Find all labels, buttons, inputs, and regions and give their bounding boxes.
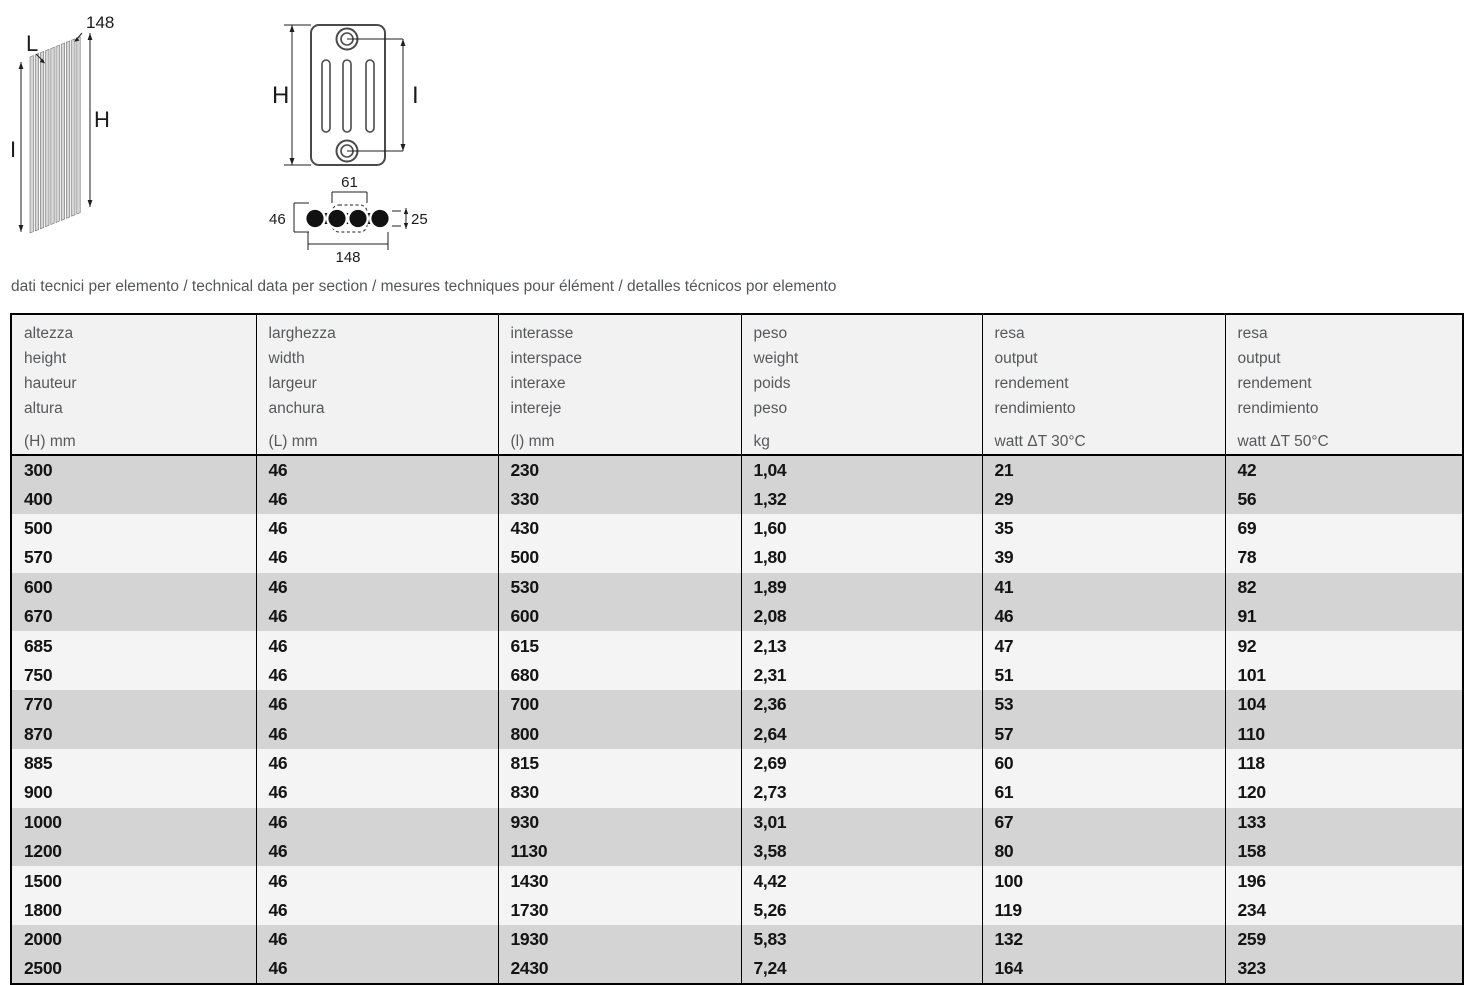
table-cell: 80 <box>982 837 1225 866</box>
table-caption: dati tecnici per elemento / technical data per section / mesures techniques pour élément / detalles técnicos por elemento <box>11 278 837 295</box>
table-cell: 300 <box>11 455 256 484</box>
table-cell: 120 <box>1225 778 1463 807</box>
table-cell: 56 <box>1225 484 1463 513</box>
table-cell: 700 <box>498 690 741 719</box>
column-header-5: resa output rendement rendimiento watt ΔT 30°C <box>982 314 1225 455</box>
table-cell: 41 <box>982 573 1225 602</box>
table-cell: 46 <box>256 543 498 572</box>
water-channel <box>328 210 345 227</box>
table-cell: 2,36 <box>741 690 982 719</box>
table-row-3 <box>11 514 1463 543</box>
table-cell: 104 <box>1225 690 1463 719</box>
table-cell: 1,60 <box>741 514 982 543</box>
table-body <box>11 455 1463 984</box>
table-cell: 3,01 <box>741 808 982 837</box>
table-cell: 42 <box>1225 455 1463 484</box>
column-header-4: peso weight poids peso kg <box>741 314 982 455</box>
table-cell: 53 <box>982 690 1225 719</box>
table-cell: 770 <box>11 690 256 719</box>
table-cell: 2000 <box>11 925 256 954</box>
table-cell: 46 <box>256 866 498 895</box>
radiator-fins <box>30 37 80 233</box>
table-cell: 430 <box>498 514 741 543</box>
dim-label-148: 148 <box>335 249 361 265</box>
dim-label-46: 46 <box>269 211 286 228</box>
table-cell: 21 <box>982 455 1225 484</box>
radiator-perspective-drawing <box>8 5 143 270</box>
table-cell: 101 <box>1225 661 1463 690</box>
table-cell: 46 <box>256 749 498 778</box>
table-cell: 51 <box>982 661 1225 690</box>
table-row-18 <box>11 955 1463 984</box>
arrowhead-icon <box>88 33 93 40</box>
table-cell: 1,80 <box>741 543 982 572</box>
table-row-10 <box>11 720 1463 749</box>
table-cell: 29 <box>982 484 1225 513</box>
table-cell: 3,58 <box>741 837 982 866</box>
arrowhead-icon <box>404 208 408 214</box>
table-cell: 600 <box>498 602 741 631</box>
table-cell: 46 <box>256 602 498 631</box>
dim-label-25: 25 <box>411 211 428 228</box>
table-cell: 46 <box>256 514 498 543</box>
table-cell: 323 <box>1225 955 1463 984</box>
table-cell: 132 <box>982 925 1225 954</box>
table-row-1 <box>11 455 1463 484</box>
table-cell: 1,89 <box>741 573 982 602</box>
table-cell: 39 <box>982 543 1225 572</box>
table-cell: 234 <box>1225 896 1463 925</box>
table-row-7 <box>11 631 1463 660</box>
arrowhead-icon <box>19 225 24 232</box>
water-channel <box>306 210 323 227</box>
table-cell: 885 <box>11 749 256 778</box>
column-header-1: altezza height hauteur altura (H) mm <box>11 314 256 455</box>
table-cell: 2,13 <box>741 631 982 660</box>
table-cell: 1000 <box>11 808 256 837</box>
table-cell: 900 <box>11 778 256 807</box>
arrowhead-icon <box>404 223 408 229</box>
dim-label-l: L <box>26 31 39 56</box>
table-cell: 46 <box>256 925 498 954</box>
table-cell: 4,42 <box>741 866 982 895</box>
table-cell: 615 <box>498 631 741 660</box>
dimension-148 <box>308 232 388 250</box>
table-cell: 164 <box>982 955 1225 984</box>
table-cell: 78 <box>1225 543 1463 572</box>
table-cell: 119 <box>982 896 1225 925</box>
table-cell: 47 <box>982 631 1225 660</box>
table-cell: 1,32 <box>741 484 982 513</box>
arrowhead-icon <box>290 158 295 165</box>
dim-label-h: H <box>94 107 110 132</box>
table-cell: 930 <box>498 808 741 837</box>
table-cell: 230 <box>498 455 741 484</box>
table-cell: 570 <box>11 543 256 572</box>
table-cell: 46 <box>256 484 498 513</box>
arrowhead-icon <box>19 62 24 69</box>
table-cell: 158 <box>1225 837 1463 866</box>
slot <box>366 60 374 132</box>
column-header-6: resa output rendement rendimiento watt ΔT 50°C <box>1225 314 1463 455</box>
column-header-2: larghezza width largeur anchura (L) mm <box>256 314 498 455</box>
header-row <box>11 314 1463 455</box>
table-cell: 35 <box>982 514 1225 543</box>
table-row-13 <box>11 808 1463 837</box>
dim-label-h: H <box>272 82 290 109</box>
table-cell: 685 <box>11 631 256 660</box>
table-cell: 500 <box>11 514 256 543</box>
table-cell: 600 <box>11 573 256 602</box>
table-cell: 46 <box>256 455 498 484</box>
table-cell: 500 <box>498 543 741 572</box>
technical-data-table <box>10 313 1464 985</box>
table-cell: 46 <box>256 631 498 660</box>
table-cell: 57 <box>982 720 1225 749</box>
table-cell: 69 <box>1225 514 1463 543</box>
table-cell: 800 <box>498 720 741 749</box>
table-row-16 <box>11 896 1463 925</box>
table-cell: 82 <box>1225 573 1463 602</box>
table-cell: 2,08 <box>741 602 982 631</box>
table-cell: 46 <box>256 808 498 837</box>
table-cell: 1800 <box>11 896 256 925</box>
dim-label-depth: 148 <box>86 13 115 32</box>
radiator-section-drawing <box>265 170 455 265</box>
table-cell: 815 <box>498 749 741 778</box>
table-cell: 196 <box>1225 866 1463 895</box>
table-cell: 530 <box>498 573 741 602</box>
table-cell: 46 <box>256 778 498 807</box>
table-cell: 46 <box>256 720 498 749</box>
dim-label-i: I <box>10 137 17 162</box>
slot <box>343 60 351 132</box>
column-header-3: interasse interspace interaxe intereje (l) mm <box>498 314 741 455</box>
table-cell: 67 <box>982 808 1225 837</box>
arrowhead-icon <box>290 25 295 32</box>
table-cell: 118 <box>1225 749 1463 778</box>
dim-label-i: I <box>412 82 419 109</box>
table-cell: 259 <box>1225 925 1463 954</box>
table-cell: 870 <box>11 720 256 749</box>
table-cell: 2,31 <box>741 661 982 690</box>
table-cell: 2500 <box>11 955 256 984</box>
dimension-61 <box>332 192 367 203</box>
table-cell: 400 <box>11 484 256 513</box>
table-row-17 <box>11 925 1463 954</box>
table-cell: 680 <box>498 661 741 690</box>
table-row-14 <box>11 837 1463 866</box>
table-cell: 46 <box>982 602 1225 631</box>
table-cell: 133 <box>1225 808 1463 837</box>
table-cell: 1730 <box>498 896 741 925</box>
arrowhead-icon <box>401 39 406 46</box>
table-cell: 46 <box>256 896 498 925</box>
table-cell: 60 <box>982 749 1225 778</box>
radiator-front-drawing <box>268 10 433 180</box>
table-cell: 61 <box>982 778 1225 807</box>
table-row-11 <box>11 749 1463 778</box>
table-cell: 330 <box>498 484 741 513</box>
table-cell: 1500 <box>11 866 256 895</box>
table-row-8 <box>11 661 1463 690</box>
table-cell: 5,83 <box>741 925 982 954</box>
table-row-4 <box>11 543 1463 572</box>
table-cell: 670 <box>11 602 256 631</box>
dimension-25 <box>392 208 406 229</box>
table-cell: 5,26 <box>741 896 982 925</box>
table-cell: 1930 <box>498 925 741 954</box>
table-cell: 2,69 <box>741 749 982 778</box>
table-header <box>11 314 1463 455</box>
table-cell: 2,64 <box>741 720 982 749</box>
table-cell: 46 <box>256 837 498 866</box>
table-cell: 92 <box>1225 631 1463 660</box>
table-row-15 <box>11 866 1463 895</box>
slot <box>322 60 330 132</box>
water-channel <box>371 210 388 227</box>
arrowhead-icon <box>88 200 93 207</box>
table-cell: 46 <box>256 573 498 602</box>
table-cell: 750 <box>11 661 256 690</box>
table-cell: 46 <box>256 955 498 984</box>
table-cell: 830 <box>498 778 741 807</box>
table-cell: 2,73 <box>741 778 982 807</box>
table-cell: 100 <box>982 866 1225 895</box>
table-row-5 <box>11 573 1463 602</box>
table-row-9 <box>11 690 1463 719</box>
table-cell: 110 <box>1225 720 1463 749</box>
table-row-6 <box>11 602 1463 631</box>
table-cell: 1200 <box>11 837 256 866</box>
table-cell: 1,04 <box>741 455 982 484</box>
table-cell: 2430 <box>498 955 741 984</box>
table-cell: 7,24 <box>741 955 982 984</box>
dim-label-61: 61 <box>341 174 358 191</box>
table-row-12 <box>11 778 1463 807</box>
table-cell: 1130 <box>498 837 741 866</box>
table-cell: 46 <box>256 661 498 690</box>
table-cell: 91 <box>1225 602 1463 631</box>
water-channel <box>349 210 366 227</box>
table-cell: 46 <box>256 690 498 719</box>
arrowhead-icon <box>401 144 406 151</box>
table-cell: 1430 <box>498 866 741 895</box>
table-row-2 <box>11 484 1463 513</box>
